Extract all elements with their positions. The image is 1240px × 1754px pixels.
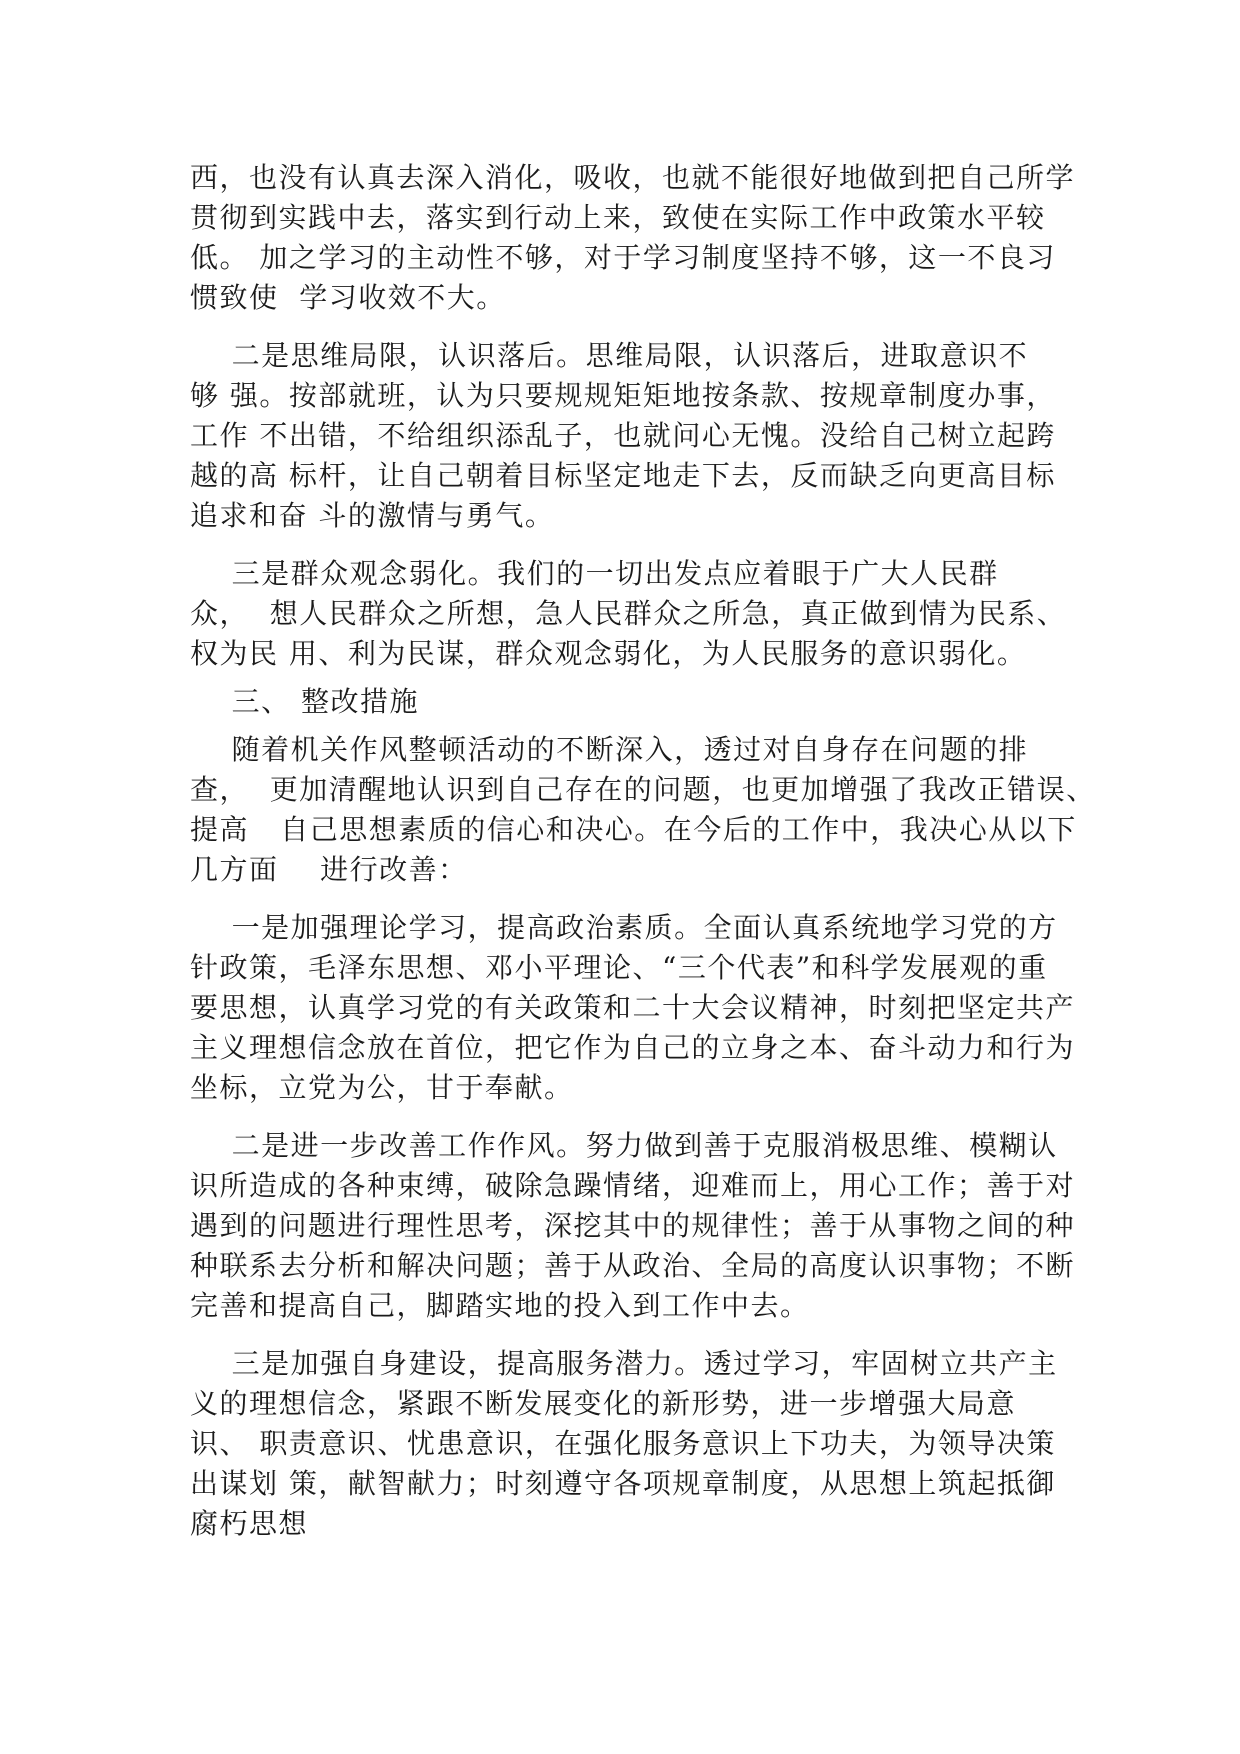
paragraph-theory-study xyxy=(190,908,1076,1108)
paragraph-thinking-limited xyxy=(190,336,1070,536)
text-line: 三是群众观念弱化。我们的一切出发点应着眼于广大人民群 xyxy=(190,557,999,590)
section-heading: 三、 整改措施 xyxy=(190,685,420,718)
text-line: 低。 加之学习的主动性不够，对于学习制度坚持不够，这一不良习 xyxy=(190,241,1056,274)
text-line: 义的理想信念，紧跟不断发展变化的新形势，进一步增强大局意 xyxy=(190,1387,1017,1420)
text-line: 众， 想人民群众之所想，急人民群众之所急，真正做到情为民系、 xyxy=(190,597,1067,630)
text-line: 追求和奋 斗的激情与勇气。 xyxy=(190,499,555,532)
text-line: 针政策，毛泽东思想、邓小平理论、“三个代表”和科学发展观的重 xyxy=(190,951,1048,984)
text-line: 坐标，立党为公，甘于奉献。 xyxy=(190,1071,574,1104)
text-line: 识所造成的各种束缚，破除急躁情绪，迎难而上，用心工作；善于对 xyxy=(190,1169,1076,1202)
text-line: 提高 自己思想素质的信心和决心。在今后的工作中，我决心从以下 xyxy=(190,813,1077,846)
text-line: 种联系去分析和解决问题；善于从政治、全局的高度认识事物；不断 xyxy=(190,1249,1076,1282)
paragraph-work-style xyxy=(190,1126,1076,1326)
text-line: 查， 更加清醒地认识到自己存在的问题，也更加增强了我改正错误、 xyxy=(190,773,1096,806)
text-line: 权为民 用、利为民谋，群众观念弱化，为人民服务的意识弱化。 xyxy=(190,637,1027,670)
paragraph-mass-concept xyxy=(190,554,1070,674)
text-line: 识、 职责意识、忧患意识，在强化服务意识上下功夫，为领导决策 xyxy=(190,1427,1056,1460)
text-line: 二是思维局限，认识落后。思维局限，认识落后，进取意识不 xyxy=(190,339,1029,372)
text-line: 西，也没有认真去深入消化，吸收，也就不能很好地做到把自己所学 xyxy=(190,161,1076,194)
text-line: 一是加强理论学习，提高政治素质。全面认真系统地学习党的方 xyxy=(190,911,1058,944)
text-line: 主义理想信念放在首位，把它作为自己的立身之本、奋斗动力和行为 xyxy=(190,1031,1076,1064)
text-line: 三是加强自身建设，提高服务潜力。透过学习，牢固树立共产主 xyxy=(190,1347,1058,1380)
text-line: 随着机关作风整顿活动的不断深入，透过对自身存在问题的排 xyxy=(190,733,1029,766)
text-line: 贯彻到实践中去，落实到行动上来，致使在实际工作中政策水平较 xyxy=(190,201,1046,234)
text-line: 遇到的问题进行理性思考，深挖其中的规律性；善于从事物之间的种 xyxy=(190,1209,1076,1242)
text-line: 要思想，认真学习党的有关政策和二十大会议精神，时刻把坚定共产 xyxy=(190,991,1076,1024)
body-text xyxy=(190,158,1096,1562)
paragraph-study-problem xyxy=(190,158,1076,318)
text-line: 出谋划 策，献智献力；时刻遵守各项规章制度，从思想上筑起抵御 xyxy=(190,1467,1056,1500)
paragraph-rectification-intro xyxy=(190,730,1096,890)
paragraph-self-building xyxy=(190,1344,1070,1544)
text-line: 腐朽思想 xyxy=(190,1507,309,1540)
text-line: 完善和提高自己，脚踏实地的投入到工作中去。 xyxy=(190,1289,810,1322)
text-line: 二是进一步改善工作作风。努力做到善于克服消极思维、模糊认 xyxy=(190,1129,1058,1162)
text-line: 工作 不出错，不给组织添乱子，也就问心无愧。没给自己树立起跨 xyxy=(190,419,1056,452)
text-line: 惯致使 学习收效不大。 xyxy=(190,281,506,314)
text-line: 够 强。按部就班，认为只要规规矩矩地按条款、按规章制度办事， xyxy=(190,379,1056,412)
text-line: 几方面 进行改善： xyxy=(190,853,468,886)
section-heading-rectification xyxy=(190,682,1070,722)
text-line: 越的高 标杆，让自己朝着目标坚定地走下去，反而缺乏向更高目标 xyxy=(190,459,1056,492)
